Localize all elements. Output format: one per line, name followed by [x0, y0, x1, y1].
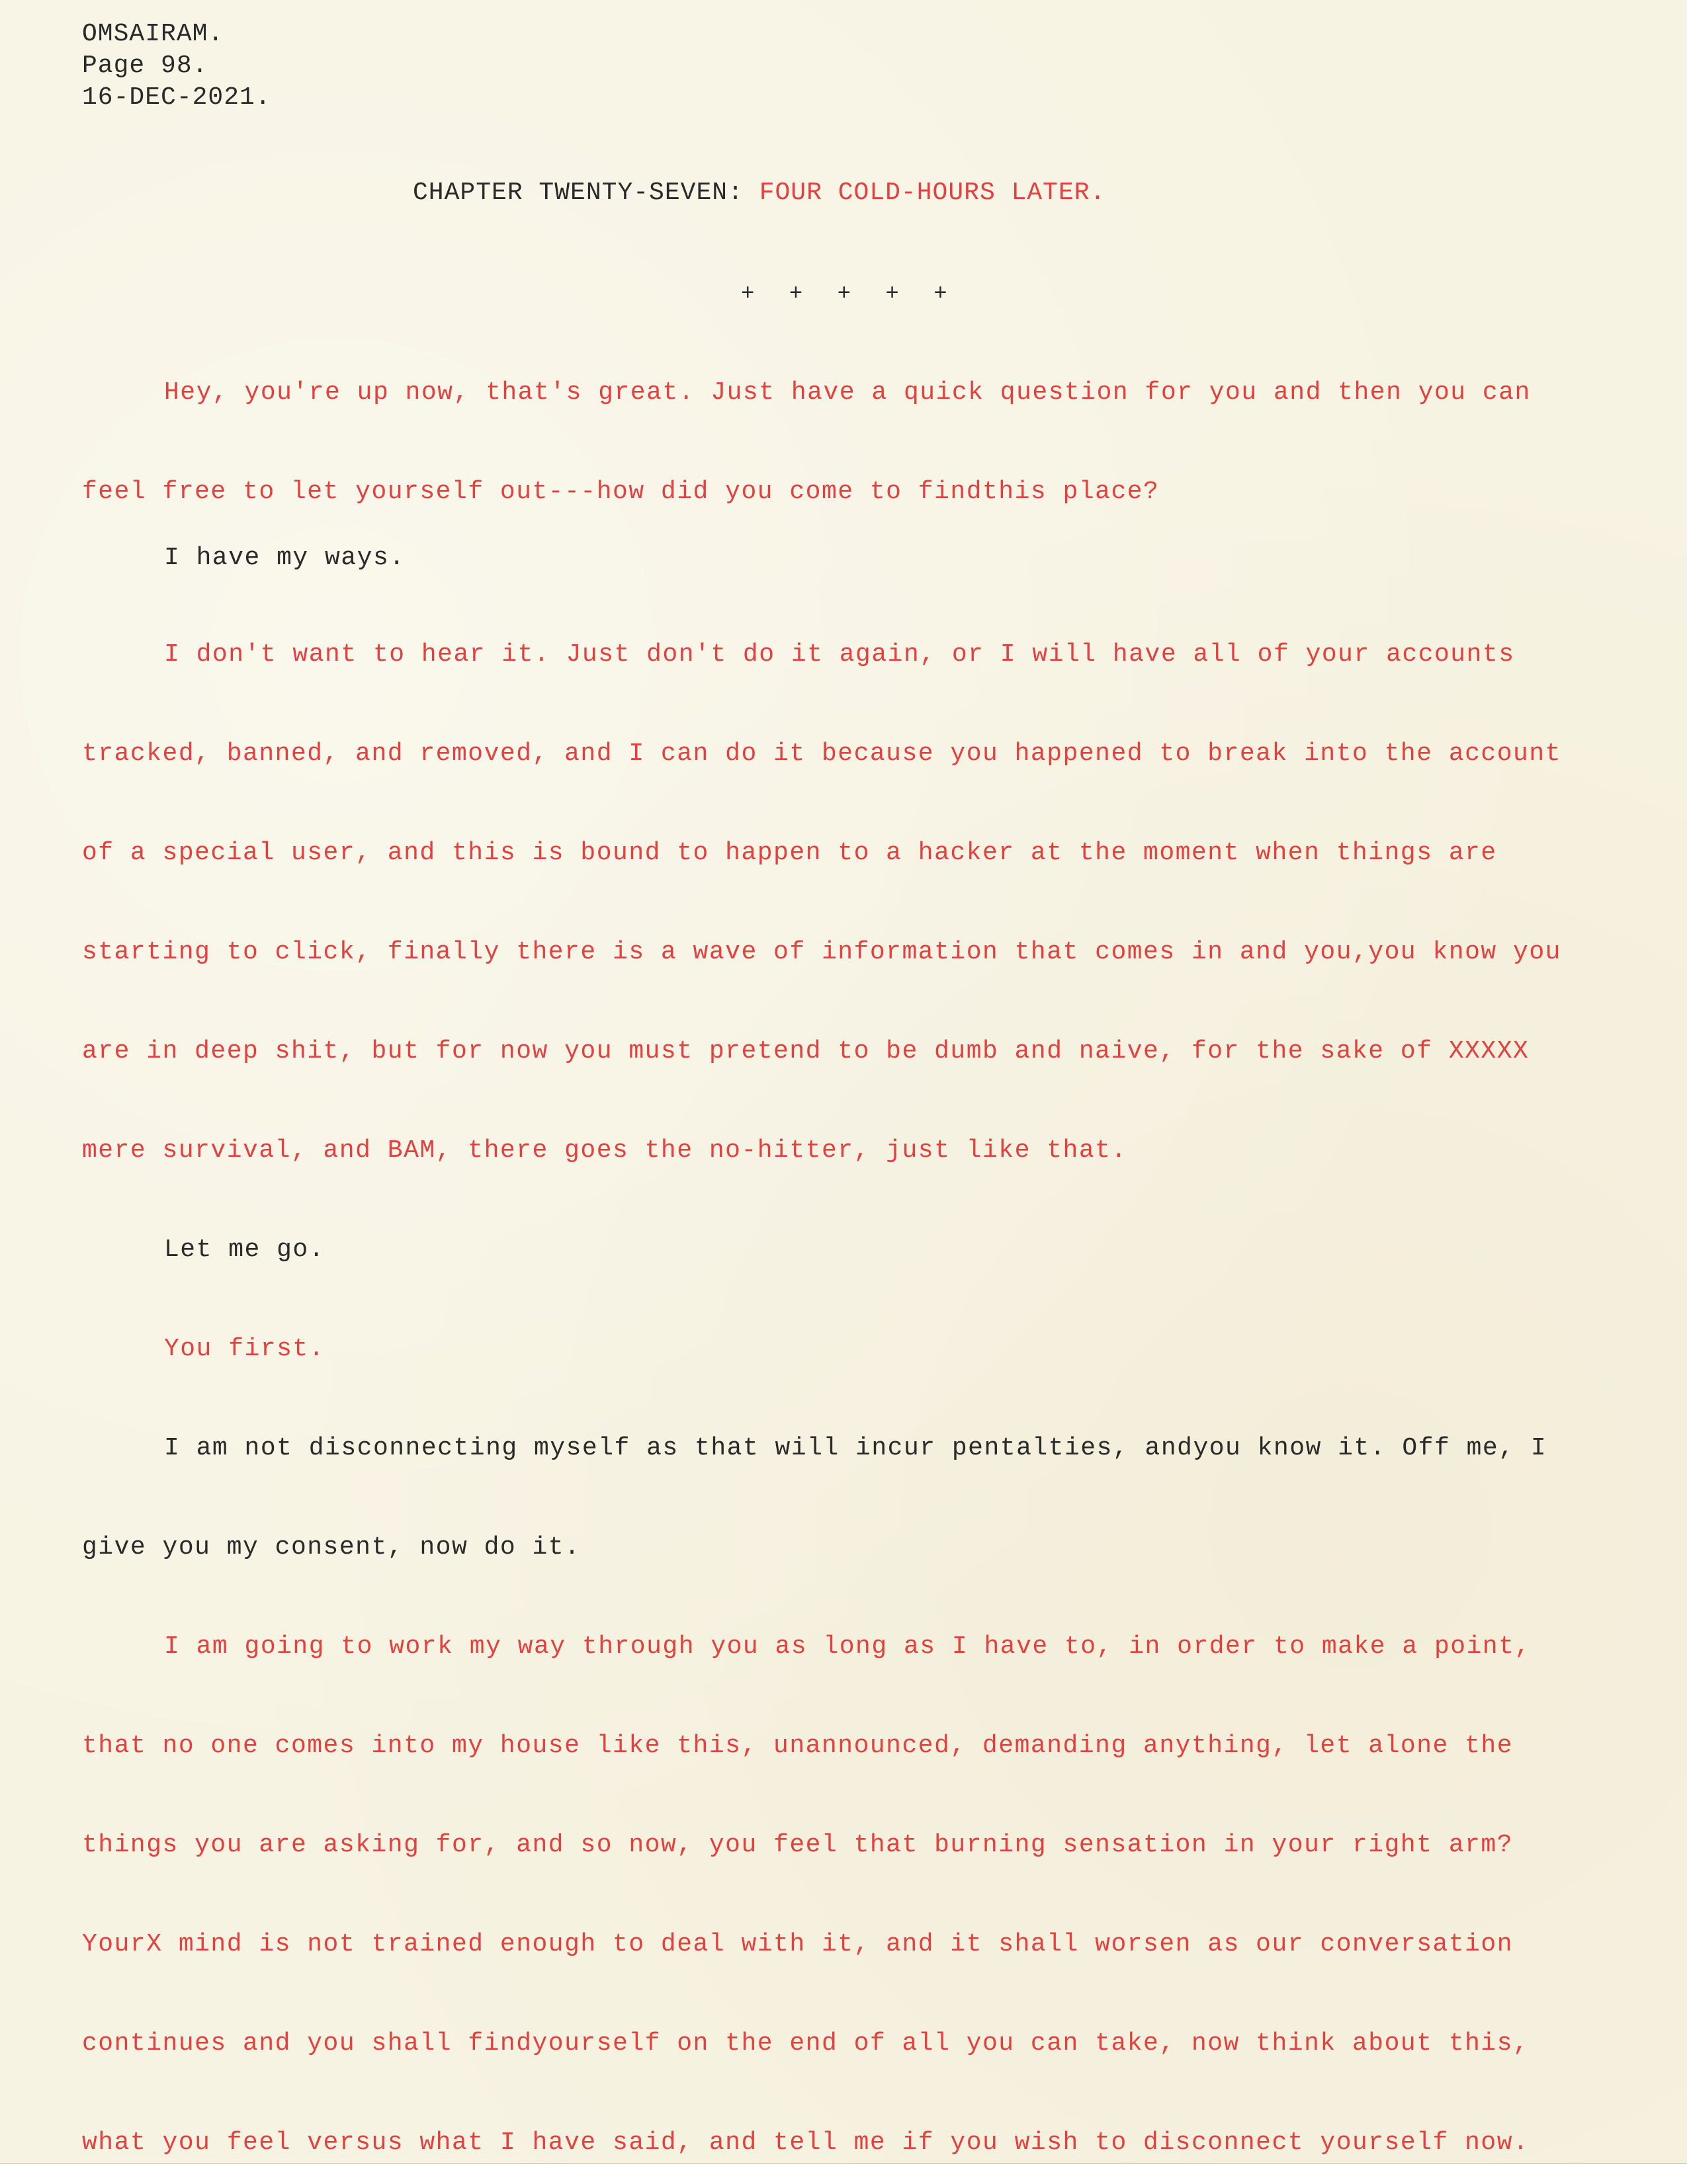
chapter-label: CHAPTER TWENTY-SEVEN:	[413, 179, 744, 207]
body-line: You first.	[164, 1335, 325, 1363]
body-line: YourX mind is not trained enough to deal with it, and it shall worsen as our conversation	[82, 1930, 1514, 1958]
body-line: I don't want to hear it. Just don't do it again, or I will have all of your accounts	[164, 640, 1515, 669]
chapter-heading	[413, 179, 1105, 207]
chapter-title: FOUR COLD-HOURS LATER.	[759, 179, 1106, 207]
body-line: I am not disconnecting myself as that will incur pentalties, andyou know it. Off me, I	[164, 1434, 1547, 1462]
header-title: OMSAIRAM.	[82, 20, 224, 48]
body-line: Let me go.	[164, 1236, 325, 1264]
body-line: I have my ways.	[164, 544, 406, 572]
body-line: continues and you shall findyourself on the end of all you can take, now think about this,	[82, 2029, 1530, 2058]
page-bottom-edge	[0, 2163, 1687, 2184]
body-line: things you are asking for, and so now, you feel that burning sensation in your right arm?	[82, 1831, 1514, 1859]
page-header	[82, 19, 271, 114]
header-page-number: Page 98.	[82, 52, 208, 80]
body-line: are in deep shit, but for now you must pretend to be dumb and naive, for the sake of XXXXX	[82, 1037, 1530, 1066]
header-date: 16-DEC-2021.	[82, 83, 271, 112]
body-line: mere survival, and BAM, there goes the no-hitter, just like that.	[82, 1136, 1127, 1165]
body-line: that no one comes into my house like this, unannounced, demanding anything, let alone the	[82, 1732, 1514, 1760]
body-line: of a special user, and this is bound to happen to a hacker at the moment when things are	[82, 839, 1497, 867]
body-line: I am going to work my way through you as long as I have to, in order to make a point,	[164, 1632, 1531, 1661]
section-separator: + + + + +	[741, 282, 958, 307]
body-line: feel free to let yourself out---how did you come to findthis place?	[82, 478, 1160, 506]
body-line: Hey, you're up now, that's great. Just have a quick question for you and then you can	[164, 378, 1531, 407]
body-line: give you my consent, now do it.	[82, 1533, 581, 1562]
body-line: tracked, banned, and removed, and I can do it because you happened to break into the account	[82, 739, 1561, 768]
body-line: what you feel versus what I have said, and tell me if you wish to disconnect yourself now.	[82, 2128, 1530, 2157]
body-line: starting to click, finally there is a wave of information that comes in and you,you know you	[82, 938, 1561, 966]
